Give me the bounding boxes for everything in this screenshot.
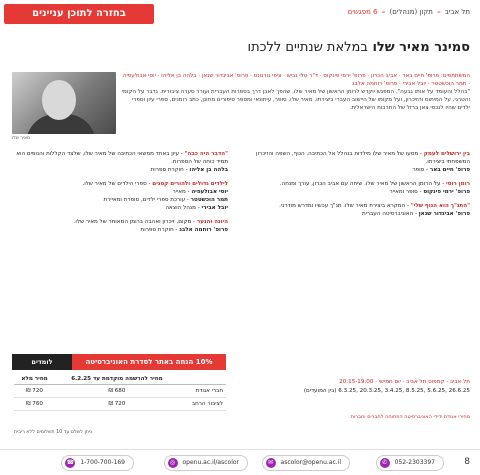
phone-contact[interactable] [61,455,134,471]
schedule-note: מחירי אגודת ידידי האוניברסיטה הפתוחה לחברים וחברות [350,414,470,420]
session-heading: בין ירושלים לעמק [423,151,470,157]
participants-line: המשתתפים: פרופ' חיים באר · אביב הכרון · פרופ' ירמי פינקוס · ד"ר טלי גביש · ציפי גורגונס · פרופ' אביגדור שנאן · בלהה בן אליהו · יוסי אבולעפיה · תמר הוכשטטר · יובל אבירי · פרופ' רוחמה אלבג [122,73,470,87]
intro-block [120,72,470,112]
session-text: - המקרא ביצירת מאיר שלו. תנ"ך עכשיו ומדרש מודרני. [279,203,411,209]
column-header [179,374,226,385]
schedule-info [250,378,470,396]
session-speaker: יובל אבירי [201,205,228,211]
full-price: 760 ₪ [14,398,55,411]
session-block [256,202,470,218]
globe-icon: ◎ [168,458,178,468]
page-title [248,40,470,55]
breadcrumb-item[interactable]: תל אביב [444,8,470,16]
session-role: - חוקרת ספרות [140,227,180,233]
session-text: - עיון באחד ממשאי הכתיבה של מאיר שלו, שלצד הקללות והנופים הוא תמיד כוחה של הספרות. [16,151,228,165]
row-label: לציבור הרחב [179,398,226,411]
column-header: מחיר להרשמה מוקדמת עד 6.2.25 [55,374,179,385]
promo-logo: לומדים [12,354,72,370]
session-text: - על הרומן הראשון של מאיר שלו. שיחה עם אביב הכרון, עורך ומנחה. [279,181,447,187]
full-price: 720 ₪ [14,385,55,398]
promo-text: 10% הנחה באתר לסדרת האוניברסיטה [72,354,226,370]
session-speaker: פרופ' חיים באר [429,167,470,173]
photo-caption: מאיר שלו [12,136,31,141]
title-main: סמינר מאיר שלו [372,40,470,55]
session-role: - מנהל הוצאה [165,205,202,211]
breadcrumb-current: 6 מפגשים [347,8,378,16]
mobile-number: 052-2303397 [394,459,435,466]
mobile-contact[interactable] [376,455,444,471]
phone-icon: ☎ [66,459,75,466]
left-column [16,150,228,240]
price-table [14,374,226,411]
session-role: - סופר [412,167,430,173]
website-url: openu.ac.il/ascolor [182,459,239,466]
session-text: - מסעו של מאיר שלו מילדות בנהלל אל הכתיבה. הנוף, השפה והזיכרון המשפחתי ביצירתו. [256,151,470,165]
session-speaker: פרופ' רוחמה אלבג [179,227,228,233]
session-speaker: פרופ' ירמי פינקוס [423,189,470,195]
promo-banner[interactable] [12,354,226,370]
session-role: - סופר ומאייר [389,189,424,195]
price-note: ניתן לשלם עד 10 תשלומים ללא ריבית [14,430,92,435]
row-label: חברי אגודת [179,385,226,398]
session-speaker: פרופ' אביגדור שנאן [418,211,470,217]
session-text: - מקום, זיכרון ואהבה ברומן המאוחר של מאיר שלו. [73,219,197,225]
email-icon: ✉ [266,458,276,468]
early-price: 680 ₪ [55,385,179,398]
schedule-dates: 26.6.25 ,5.6.25 ,8.5.25 ,3.4.25 ,20.3.25 ,6.3.25 (בין המועדים) [303,388,470,394]
column-header: מחיר מלא [14,374,55,385]
session-block [16,180,228,212]
session-role: - חוקרת ספרות [150,167,190,173]
session-role: - האוניברסיטה העברית [361,211,419,217]
session-speaker: יוסי אבולעפיה [191,189,228,195]
whatsapp-icon: ✆ [380,458,390,468]
email-address: ascolor@openu.ac.il [280,459,341,466]
phone-number: 1-700-700-169 [80,459,125,466]
right-column [256,150,470,224]
session-text: - ספרי הילדים של מאיר שלו. [82,181,153,187]
session-speaker: תמר הוכשטטר [190,197,228,203]
session-heading: לילדים גדולים ולהורים קטנים [152,181,228,187]
email-contact[interactable] [262,455,350,471]
top-bar [4,4,476,26]
title-sub: במלאת שנתיים ללכתו [247,40,368,55]
back-to-contents-button[interactable]: בחזרה לתוכן עניינים [4,4,154,24]
breadcrumb-separator: – [437,8,441,16]
session-block [16,150,228,174]
table-row [14,385,226,398]
session-role: - עורכת ספרי ילדים, סופרת ומאיירת [103,197,191,203]
table-row [14,398,226,411]
session-heading: היונה והנער [196,219,228,225]
schedule-location: תל אביב · קמפוס תל אביב · יום חמישי · 20:15-19:00 [339,379,470,385]
photo-face [42,80,76,120]
intro-text: "בהלל והעומד על אותו גבעה". המפגש יוקדש לרומן הראשון של מאיר שלו, שהפך לאבן דרך בספרות העברית ועורר סערה ציבורית. נדבר על הקומי והטרגי, על המיתוס והזיכרון, ועל מקומו של היישוב העברי ביצירתו. מאיר שלו, סופר, עיתונאי ומספר סיפורים מחונן, כתב רומנים, ספרי עיון וספרי ילדים שהיו לנכסי צאן ברזל של התרבות הישראלית. [121,89,470,111]
breadcrumb [348,8,470,16]
session-heading: "התנ"ך הוא הנוף שלי" [410,203,470,209]
session-block [16,218,228,234]
website-contact[interactable] [164,455,249,471]
page-number: 8 [464,457,470,467]
session-role: - מאייר [172,189,192,195]
breadcrumb-separator: – [381,8,386,16]
breadcrumb-item[interactable]: תקון (מנהלים) [389,8,433,16]
early-price: 720 ₪ [55,398,179,411]
session-heading: "הדבר היה כבה" [184,151,228,157]
session-speaker: בלהה בן אליהו [189,167,228,173]
session-block [256,180,470,196]
session-heading: רומן רוסי [446,181,470,187]
table-header-row [14,374,226,385]
session-block [256,150,470,174]
author-photo [12,72,116,134]
footer [0,449,480,475]
